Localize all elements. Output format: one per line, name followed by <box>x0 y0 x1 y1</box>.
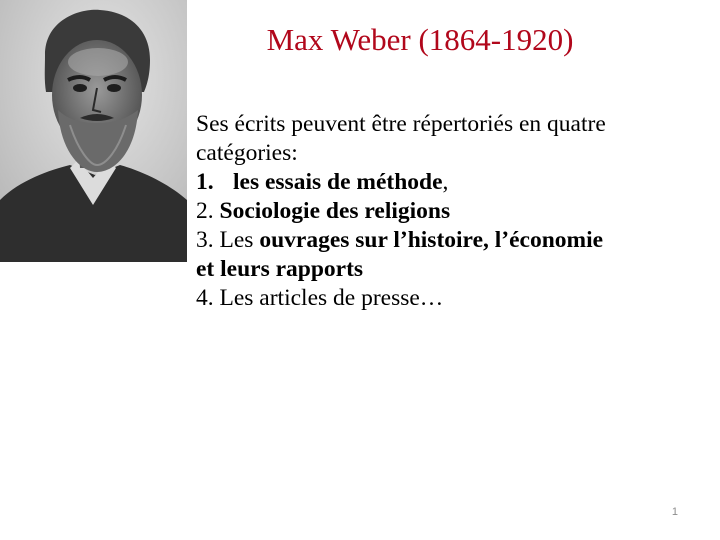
list-item-3-text-line-2: et leurs rapports <box>196 256 364 282</box>
portrait-drawing <box>0 0 187 262</box>
slide-title: Max Weber (1864-1920) <box>266 22 574 57</box>
list-item-4-text: Les articles de presse… <box>219 285 444 311</box>
list-item-2 <box>196 197 696 226</box>
list-item-4 <box>196 284 696 313</box>
list-item-2-text: Sociologie des religions <box>219 198 451 224</box>
intro-line-1: Ses écrits peuvent être répertoriés en quatre <box>196 111 606 137</box>
portrait-image <box>0 0 187 262</box>
list-item-1-text: les essais de méthode <box>233 169 443 195</box>
page-number: 1 <box>671 506 678 518</box>
list-item-3-continuation <box>196 255 696 284</box>
slide-body <box>196 110 696 313</box>
list-item-3-prefix: Les <box>219 227 260 253</box>
list-item-1 <box>196 168 696 197</box>
list-item-4-number: 4. <box>196 285 214 311</box>
list-item-3 <box>196 226 696 255</box>
list-item-3-number: 3. <box>196 227 214 253</box>
list-item-1-suffix: , <box>442 169 449 195</box>
list-item-2-number: 2. <box>196 198 214 224</box>
intro-line-2: catégories: <box>196 140 298 166</box>
list-item-3-text-line-1: ouvrages sur l’histoire, l’économie <box>259 227 604 253</box>
list-item-1-number: 1. <box>196 169 214 195</box>
